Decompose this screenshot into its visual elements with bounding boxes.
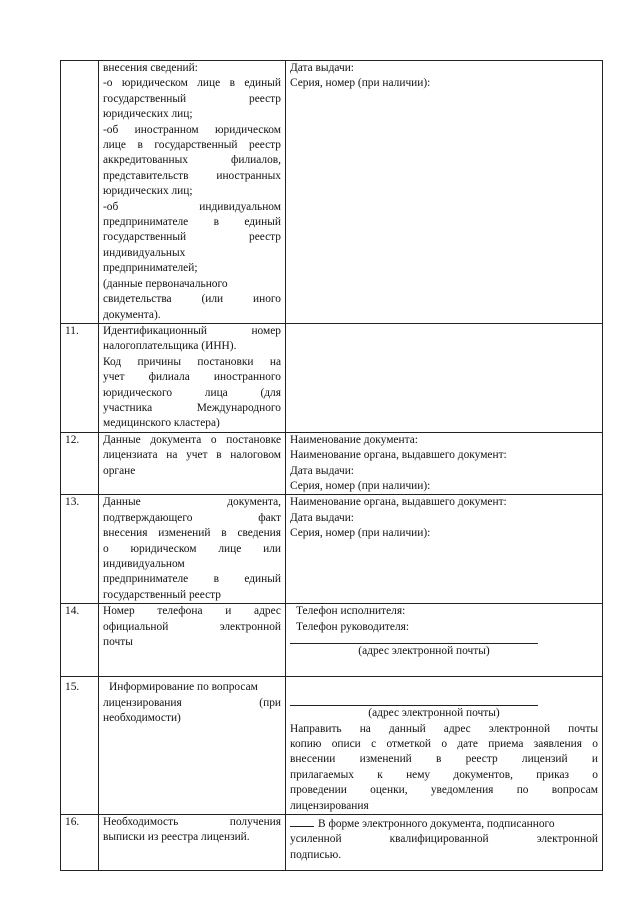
desc-line: официальной электронной (103, 620, 281, 633)
value-line: подписью. (290, 848, 342, 861)
desc-line: органе (103, 464, 136, 477)
row-value (286, 815, 603, 871)
value-line: Дата выдачи: (290, 511, 354, 524)
desc-line: предпринимателей; (103, 262, 198, 275)
desc-line: юридических лиц; (103, 108, 193, 121)
value-line: прилагаемых к нему документов, приказ о (290, 768, 598, 781)
value-line: Серия, номер (при наличии): (290, 527, 431, 540)
value-line: Дата выдачи: (290, 464, 354, 477)
value-line: Серия, номер (при наличии): (290, 479, 431, 492)
desc-line: юридических лиц; (103, 185, 193, 198)
value-line: проведении оценки, уведомления по вопросам (290, 784, 598, 797)
row-value (286, 677, 603, 815)
desc-line: Необходимость получения (103, 816, 281, 829)
table-row (61, 815, 603, 871)
row-number: 14. (61, 604, 99, 677)
row-number: 11. (61, 323, 99, 432)
desc-line: лицензирования (при (103, 696, 281, 709)
desc-line: внесения изменений в сведения (103, 527, 281, 540)
table-row (61, 677, 603, 815)
value-line (290, 815, 598, 832)
desc-line: свидетельства (или иного (103, 293, 281, 306)
desc-line: почты (103, 636, 133, 649)
desc-line: участника Международного (103, 401, 281, 414)
row-description (99, 495, 286, 604)
value-line: внесении изменений в реестр лицензий и (290, 753, 598, 766)
value-line: Телефон исполнителя: (296, 605, 406, 618)
email-fill-line (290, 635, 538, 644)
desc-line: представительств иностранных (103, 169, 281, 182)
desc-line: юридического лица (для (103, 386, 281, 399)
row-description (99, 677, 286, 815)
table-row (61, 604, 603, 677)
row-description (99, 323, 286, 432)
email-caption: (адрес электронной почты) (368, 707, 500, 720)
desc-line: (данные первоначального (103, 277, 228, 290)
desc-line: внесения сведений: (103, 62, 198, 74)
email-fill-line (290, 677, 538, 706)
table-row (61, 61, 603, 324)
value-line: Телефон руководителя: (296, 620, 410, 633)
desc-line: медицинского кластера) (103, 417, 220, 430)
desc-line: -о юридическом лице в единый (103, 77, 281, 90)
desc-line: -об индивидуальном (103, 200, 281, 213)
desc-line: Данные документа о постановке (103, 433, 281, 446)
email-caption: (адрес электронной почты) (358, 645, 490, 658)
desc-line: о юридическом лице или (103, 542, 281, 555)
desc-line: Идентификационный номер (103, 324, 281, 337)
value-line: Наименование органа, выдавшего документ: (290, 449, 507, 462)
desc-line: выписки из реестра лицензий. (103, 831, 250, 844)
row-description (99, 604, 286, 677)
row-number: 13. (61, 495, 99, 604)
row-number: 16. (61, 815, 99, 871)
desc-line: государственный реестр (103, 92, 281, 105)
licensing-form-table (60, 60, 603, 871)
desc-line: государственный реестр (103, 231, 281, 244)
desc-line: лицензиата на учет в налоговом (103, 449, 281, 462)
row-value (286, 323, 603, 432)
desc-line: Данные документа, (103, 496, 281, 509)
desc-line: Код причины постановки на (103, 355, 281, 368)
row-value (286, 495, 603, 604)
desc-line: налогоплательщика (ИНН). (103, 340, 237, 353)
desc-line: предпринимателе в единый (103, 216, 281, 229)
desc-line: подтверждающего факт (103, 511, 281, 524)
desc-line: Номер телефона и адрес (103, 605, 281, 618)
row-value (286, 61, 603, 324)
value-line: Серия, номер (при наличии): (290, 77, 431, 90)
table-row (61, 495, 603, 604)
row-value (286, 432, 603, 495)
checkbox-blank-line[interactable] (290, 815, 314, 827)
desc-line: индивидуальном (103, 558, 185, 570)
table-row (61, 432, 603, 495)
value-line: усиленной квалифицированной электронной (290, 833, 598, 846)
value-line: Направить на данный адрес электронной почты (290, 722, 598, 735)
row-description (99, 61, 286, 324)
value-line: Наименование документа: (290, 433, 418, 446)
row-number: 15. (61, 677, 99, 815)
desc-line: индивидуальных (103, 246, 186, 259)
row-description (99, 432, 286, 495)
desc-line: государственный реестр (103, 588, 221, 601)
value-line: Наименование органа, выдавшего документ: (290, 496, 507, 509)
value-line: копию описи с отметкой о дате приема заявления о (290, 738, 598, 751)
desc-line: учет филиала иностранного (103, 371, 281, 384)
value-line-text: В форме электронного документа, подписанного (318, 818, 555, 831)
desc-line: Информирование по вопросам (109, 681, 258, 694)
desc-line: -об иностранном юридическом (103, 123, 281, 136)
row-value (286, 604, 603, 677)
desc-line: аккредитованных филиалов, (103, 154, 281, 167)
desc-line: необходимости) (103, 712, 181, 725)
value-line: Дата выдачи: (290, 62, 354, 74)
row-number: 12. (61, 432, 99, 495)
value-line: лицензирования (290, 799, 369, 812)
table-row (61, 323, 603, 432)
desc-line: документа). (103, 308, 161, 321)
row-description (99, 815, 286, 871)
row-number (61, 61, 99, 324)
desc-line: предпринимателе в единый (103, 573, 281, 586)
desc-line: лице в государственный реестр (103, 139, 281, 152)
